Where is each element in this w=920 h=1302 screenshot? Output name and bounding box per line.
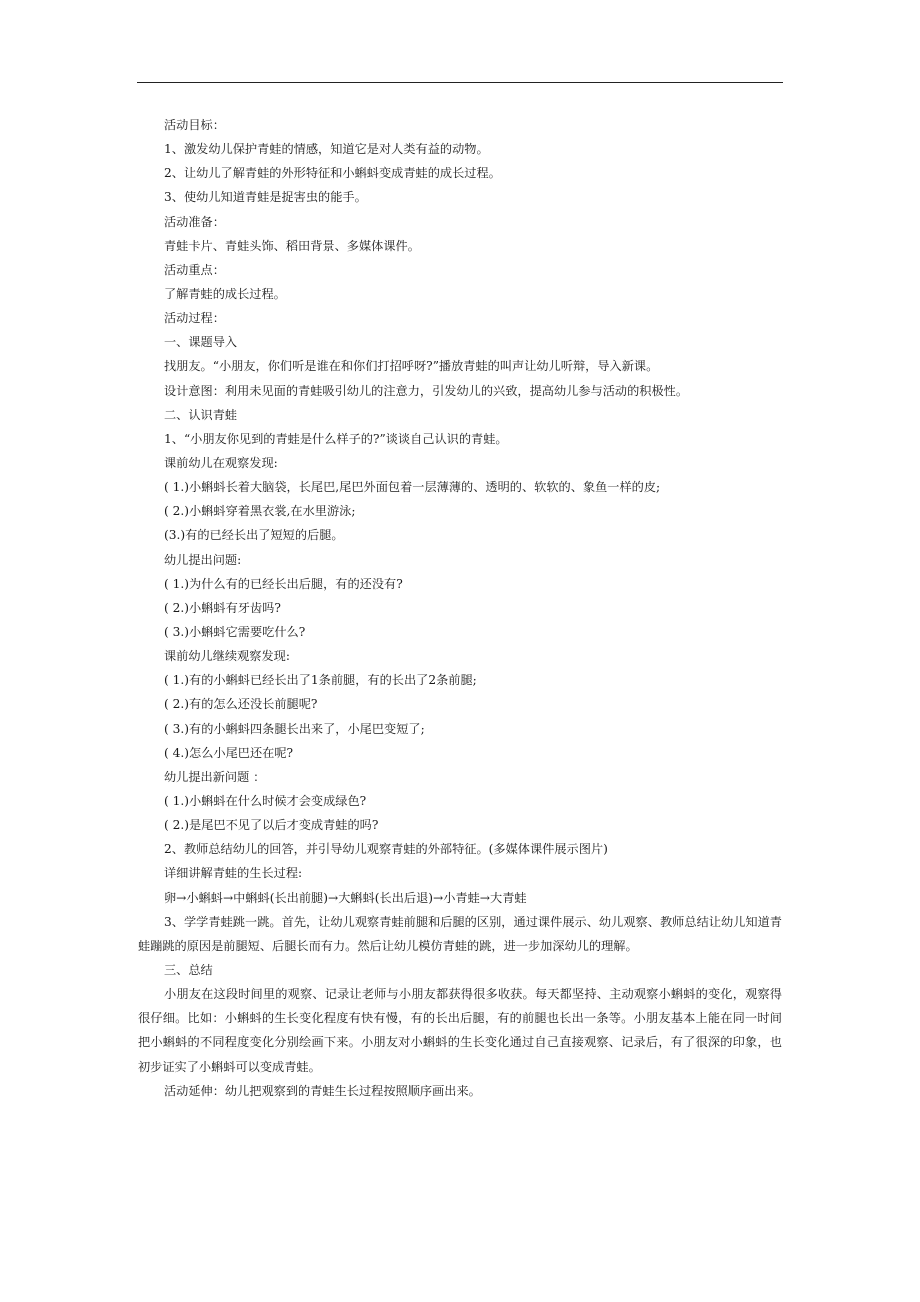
summary-paragraph: 小朋友在这段时间里的观察、记录让老师与小朋友都获得很多收获。每天都坚持、主动观察小蝌蚪的变化，观察得很仔细。比如：小蝌蚪的生长变化程度有快有慢，有的长出后腿，有的前腿也长出一条等。小朋友基本上能在同一时间把小蝌蚪的不同程度变化分别绘画下来。小朋友对小蝌蚪的生长变化通过自己直接观察、记录后，有了很深的印象，也初步证实了小蝌蚪可以变成青蛙。 <box>138 987 782 1074</box>
section-1-text: 找朋友。“小朋友，你们听是谁在和你们打招呼呀?”播放青蛙的叫声让幼儿听辩，导入新课。 <box>164 359 659 374</box>
question-item: ( 3.)小蝌蚪它需要吃什么? <box>164 624 306 639</box>
continued-observation-item: ( 1.)有的小蝌蚪已经长出了1条前腿，有的长出了2条前腿; <box>164 673 477 688</box>
goal-3: 3、使幼儿知道青蛙是捉害虫的能手。 <box>164 190 367 205</box>
header-rule <box>137 82 783 83</box>
new-questions-heading: 幼儿提出新问题 ： <box>164 769 266 784</box>
questions-heading: 幼儿提出问题: <box>164 552 242 567</box>
observation-item: (3.)有的已经长出了短短的后腿。 <box>164 528 344 543</box>
section-3-title: 三、总结 <box>164 962 213 977</box>
preparation-text: 青蛙卡片、青蛙头饰、稻田背景、多媒体课件。 <box>164 238 420 253</box>
question-item: ( 2.)小蝌蚪有牙齿吗? <box>164 600 281 615</box>
section-2-item-3: 3、学学青蛙跳一跳。首先，让幼儿观察青蛙前腿和后腿的区别，通过课件展示、幼儿观察、教师总结让幼儿知道青蛙蹦跳的原因是前腿短、后腿长而有力。然后让幼儿模仿青蛙的跳，进一步加深幼儿的理解。 <box>138 914 782 953</box>
growth-process-heading: 详细讲解青蛙的生长过程: <box>164 866 303 881</box>
section-2-item-1: 1、“小朋友你见到的青蛙是什么样子的?”谈谈自己认识的青蛙。 <box>164 431 508 446</box>
continued-observation-heading: 课前幼儿继续观察发现: <box>164 649 290 664</box>
observation-item: ( 2.)小蝌蚪穿着黑衣裳,在水里游泳; <box>164 504 356 519</box>
heading-activity-focus: 活动重点： <box>164 262 225 277</box>
heading-activity-process: 活动过程： <box>164 311 225 326</box>
goal-1: 1、激发幼儿保护青蛙的情感，知道它是对人类有益的动物。 <box>164 142 489 157</box>
section-2-title: 二、认识青蛙 <box>164 407 238 422</box>
continued-observation-item: ( 3.)有的小蝌蚪四条腿长出来了，小尾巴变短了; <box>164 721 425 736</box>
heading-activity-preparation: 活动准备： <box>164 214 225 229</box>
observation-heading: 课前幼儿在观察发现: <box>164 455 278 470</box>
document-body <box>138 113 782 1103</box>
new-question-item: ( 2.)是尾巴不见了以后才变成青蛙的吗? <box>164 818 379 833</box>
question-item: ( 1.)为什么有的已经长出后腿，有的还没有? <box>164 576 403 591</box>
section-2-item-2: 2、教师总结幼儿的回答，并引导幼儿观察青蛙的外部特征。(多媒体课件展示图片) <box>164 842 608 857</box>
continued-observation-item: ( 2.)有的怎么还没长前腿呢? <box>164 697 318 712</box>
section-1-title: 一、课题导入 <box>164 335 238 350</box>
heading-activity-goals: 活动目标： <box>164 118 225 132</box>
activity-extension: 活动延伸：幼儿把观察到的青蛙生长过程按照顺序画出来。 <box>164 1083 481 1098</box>
continued-observation-item: ( 4.)怎么小尾巴还在呢? <box>164 745 294 760</box>
growth-process-sequence: 卵→小蝌蚪→中蝌蚪(长出前腿)→大蝌蚪(长出后退)→小青蛙→大青蛙 <box>164 890 527 905</box>
new-question-item: ( 1.)小蝌蚪在什么时候才会变成绿色? <box>164 793 367 808</box>
focus-text: 了解青蛙的成长过程。 <box>164 286 286 301</box>
observation-item: ( 1.)小蝌蚪长着大脑袋，长尾巴,尾巴外面包着一层薄薄的、透明的、软软的、象鱼一样的皮; <box>164 480 661 495</box>
goal-2: 2、让幼儿了解青蛙的外形特征和小蝌蚪变成青蛙的成长过程。 <box>164 166 501 181</box>
design-intent: 设计意图：利用未见面的青蛙吸引幼儿的注意力，引发幼儿的兴致，提高幼儿参与活动的积极性。 <box>164 383 689 398</box>
